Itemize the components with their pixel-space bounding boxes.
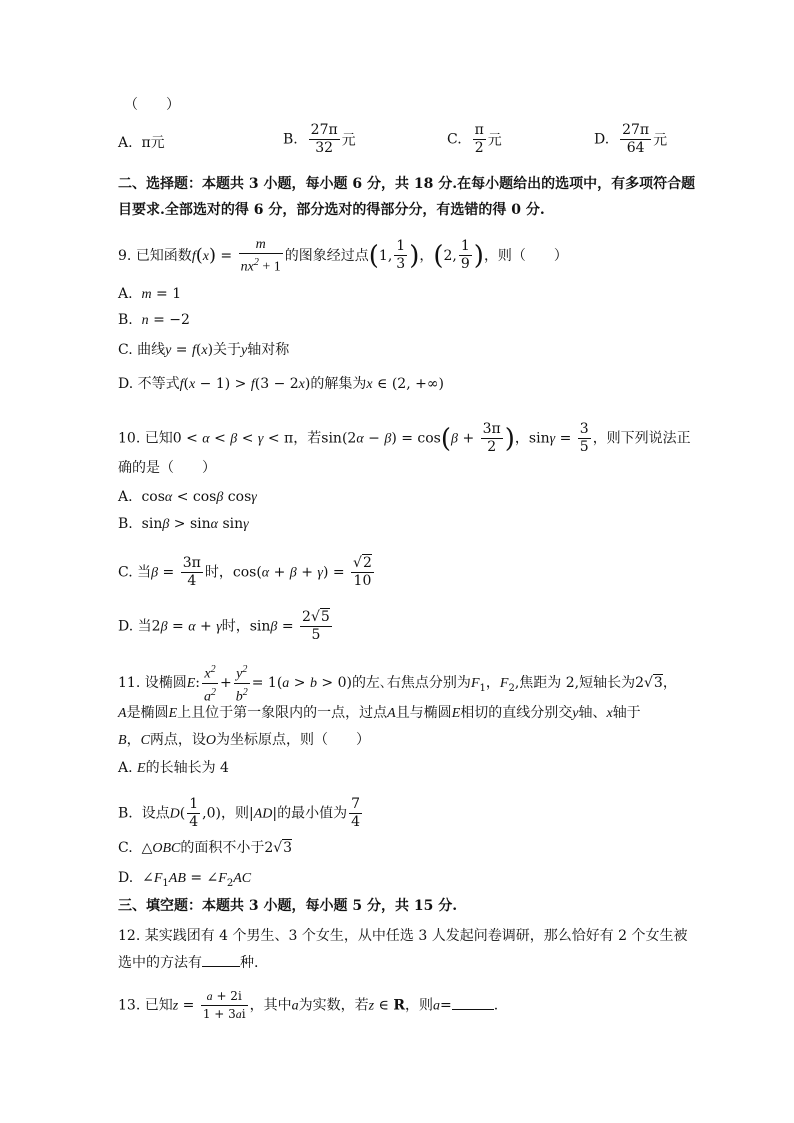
unit: 元 <box>653 132 668 149</box>
q9-option-d: D. 不等式f(x − 1) > f(3 − 2x)的解集为x ∈ (2, +∞) <box>118 376 444 392</box>
section-2-heading-line2: 目要求.全部选对的得 6 分，部分选对的得部分分，有选错的得 0 分. <box>118 202 545 218</box>
option-label: D. <box>118 618 134 635</box>
option-label: B. <box>283 131 298 148</box>
fraction: $\frac{√2}{10}$ <box>353 555 372 589</box>
fraction: $\frac{1}{4}$ <box>189 796 199 830</box>
q11-option-d: D. $\angle F_1AB$ = $\angle F_2AC$ <box>118 870 252 889</box>
stem-text: 已知 <box>144 997 173 1014</box>
option-text: 关于 <box>213 342 242 358</box>
q11-option-a: A. E的长轴长为 4 <box>118 760 229 776</box>
stem-text: 上且位于第一象限内的一点，过点 <box>177 705 388 721</box>
stem-text: 为实数，若 <box>298 997 369 1014</box>
denominator: 2 <box>474 140 484 156</box>
option-label: B. <box>118 312 133 328</box>
fraction <box>309 122 340 157</box>
numerator: 27π <box>622 122 650 138</box>
option-label: C. <box>118 342 133 358</box>
option-label: C. <box>118 840 133 856</box>
option-text: 轴对称 <box>247 342 290 358</box>
q11-option-c: C. △OBC的面积不小于2√3 <box>118 840 293 856</box>
option-text: 不等式 <box>137 376 180 392</box>
stem-text: 轴、 <box>578 705 607 721</box>
answer-blank[interactable] <box>452 995 494 1010</box>
question-number: 9. <box>118 247 132 264</box>
q10-option-d: D. 当2β = α + γ时，sinβ = $\frac{2√5}{5}$ <box>118 609 330 643</box>
fraction: $\frac{1}{3}$ <box>396 238 406 273</box>
section-3-heading: 三、填空题：本题共 3 小题，每小题 5 分，共 15 分. <box>118 898 458 914</box>
q12-stem <box>118 926 688 946</box>
q11-stem-line3: B，C两点，设O为坐标原点，则（ ） <box>118 732 371 748</box>
q10-option-a: A. cosα < cosβ cosγ <box>118 489 257 505</box>
numerator: 27π <box>310 122 338 138</box>
option-label: D. <box>118 870 134 886</box>
option-label: A. <box>118 489 133 505</box>
stem-text: 为坐标原点，则（ ） <box>216 732 371 748</box>
option-label: B. <box>118 516 133 532</box>
q9-option-b: B. n = −2 <box>118 312 190 328</box>
fraction: $\frac{3\pi}{4}$ <box>182 555 201 589</box>
fraction: $\frac{y^2}{b^2}$ <box>234 661 250 705</box>
q8-option-b <box>283 122 356 157</box>
option-label: C. <box>447 131 462 148</box>
option-text: 设点 <box>141 805 170 822</box>
q13-stem: 13. 已知z = $\frac{a + 2i}{1 + 3ai}$ ，其中a为实数，若z ∈ R，则a= . <box>118 989 499 1021</box>
fraction: $\frac{x^2}{a^2}$ <box>202 661 218 705</box>
fraction: $\frac{1}{9}$ <box>460 238 470 273</box>
stem-text: ，若 <box>293 430 322 447</box>
fraction: $\frac{2√5}{5}$ <box>302 609 330 643</box>
stem-text: ,焦距为 2,短轴长为 <box>514 675 636 692</box>
denominator: 32 <box>315 140 334 156</box>
question-number: 10. <box>118 430 141 447</box>
option-text: 的面积不小于 <box>180 840 265 856</box>
q11-stem-line2: A是椭圆E上且位于第一象限内的一点，过点A且与椭圆E相切的直线分别交y轴、x轴于 <box>118 705 641 721</box>
stem-text: 选中的方法有 <box>118 955 202 971</box>
q11-option-b: B. 设点D( $\frac{1}{4}$ ,0)，则|AD|的最小值为 $\frac{7}{4}$ <box>118 796 361 830</box>
option-text: 时， <box>221 618 250 635</box>
option-text: 曲线 <box>137 342 166 358</box>
fraction: $\frac{3}{5}$ <box>579 421 589 455</box>
option-text: π元 <box>141 135 165 151</box>
option-text: 的最小值为 <box>277 805 348 822</box>
stem-text: 种. <box>240 955 259 971</box>
fraction <box>620 122 651 157</box>
stem-text: 的左､右焦点分别为 <box>351 675 471 692</box>
q12-stem-line2 <box>118 952 258 973</box>
q10-option-b: B. sinβ > sinα sinγ <box>118 516 249 532</box>
option-text: 的解集为 <box>310 376 367 392</box>
unit: 元 <box>341 132 356 149</box>
q8-option-d <box>594 122 667 157</box>
option-text: 当 <box>137 564 152 581</box>
stem-text: 相切的直线分别交 <box>460 705 573 721</box>
stem-text: ，其中 <box>249 997 292 1014</box>
option-label: A. <box>118 135 133 151</box>
stem-text: . <box>493 997 499 1014</box>
answer-paren: （ ） <box>124 97 180 113</box>
option-label: D. <box>594 131 610 148</box>
stem-text: 设椭圆 <box>144 675 187 692</box>
q8-option-a <box>118 132 165 152</box>
option-text: 时， <box>204 564 233 581</box>
q9-option-c: C. 曲线y = f(x)关于y轴对称 <box>118 342 290 358</box>
stem-text: 某实践团有 4 个男生、3 个女生，从中任选 3 人发起问卷调研，那么恰好有 2 个女生被 <box>144 928 688 944</box>
stem-text: ，则 <box>404 997 433 1014</box>
q9-option-a: A. m = 1 <box>118 286 182 302</box>
stem-text: 的图象经过点 <box>284 247 369 264</box>
stem-text: ， <box>126 732 141 748</box>
fraction: $\frac{a + 2i}{1 + 3ai}$ <box>202 989 246 1021</box>
section-2-heading-line1: 二、选择题：本题共 3 小题，每小题 6 分，共 18 分.在每小题给出的选项中，有多项符合题 <box>118 176 696 192</box>
stem-text: ， <box>514 430 529 447</box>
stem-text: 已知 <box>144 430 173 447</box>
option-text: 当 <box>137 618 152 635</box>
fraction <box>473 122 486 157</box>
question-number: 12. <box>118 928 141 944</box>
option-label: B. <box>118 805 133 822</box>
stem-text: ， <box>485 675 500 692</box>
answer-blank[interactable] <box>202 952 240 967</box>
q10-stem: 10. 已知0 < α < β < γ < π，若sin(2α − β) = cos(β + $\frac{3\pi}{2}$ )，sinγ = $\frac{3}{5}$ ，则下列说法正 <box>118 421 691 455</box>
math: f <box>191 248 196 264</box>
option-label: C. <box>118 564 133 581</box>
q10-stem-line2: 确的是（ ） <box>118 460 216 476</box>
stem-text: ，则下列说法正 <box>592 430 691 447</box>
numerator: π <box>474 122 484 138</box>
stem-text: 是椭圆 <box>126 705 169 721</box>
q11-stem: 11. 设椭圆E: $\frac{x^2}{a^2}$ + $\frac{y^2}{b^2}$ = 1(a > b > 0)的左､右焦点分别为$F_1$，$F_2$,焦距为 2,短轴长为2√3， <box>118 661 677 705</box>
option-text: 的长轴长为 4 <box>145 760 229 776</box>
unit: 元 <box>487 132 502 149</box>
denominator: 64 <box>626 140 645 156</box>
question-number: 13. <box>118 997 141 1014</box>
q8-option-c <box>447 122 502 157</box>
stem-text: ，则（ ） <box>483 247 568 264</box>
stem-text: 已知函数 <box>135 247 192 264</box>
option-text: ，则 <box>221 805 249 822</box>
q10-option-c: C. 当β = $\frac{3\pi}{4}$ 时，cos(α + β + γ) = $\frac{√2}{10}$ <box>118 555 372 589</box>
fraction: $\frac{m}{nx^2 + 1}$ <box>240 237 281 275</box>
option-label: A. <box>118 760 133 776</box>
question-number: 11. <box>118 675 141 692</box>
fraction: $\frac{3\pi}{2}$ <box>482 421 501 455</box>
stem-text: 且与椭圆 <box>395 705 452 721</box>
stem-text: 两点，设 <box>149 732 206 748</box>
q9-stem: 9. 已知函数f(x) = $\frac{m}{nx^2 + 1}$ 的图象经过点(1, $\frac{1}{3}$ )，(2, $\frac{1}{9}$ )，则（ ） <box>118 237 568 275</box>
option-label: D. <box>118 376 134 392</box>
fraction: $\frac{7}{4}$ <box>351 796 361 830</box>
option-label: A. <box>118 286 133 302</box>
stem-text: 轴于 <box>612 705 641 721</box>
